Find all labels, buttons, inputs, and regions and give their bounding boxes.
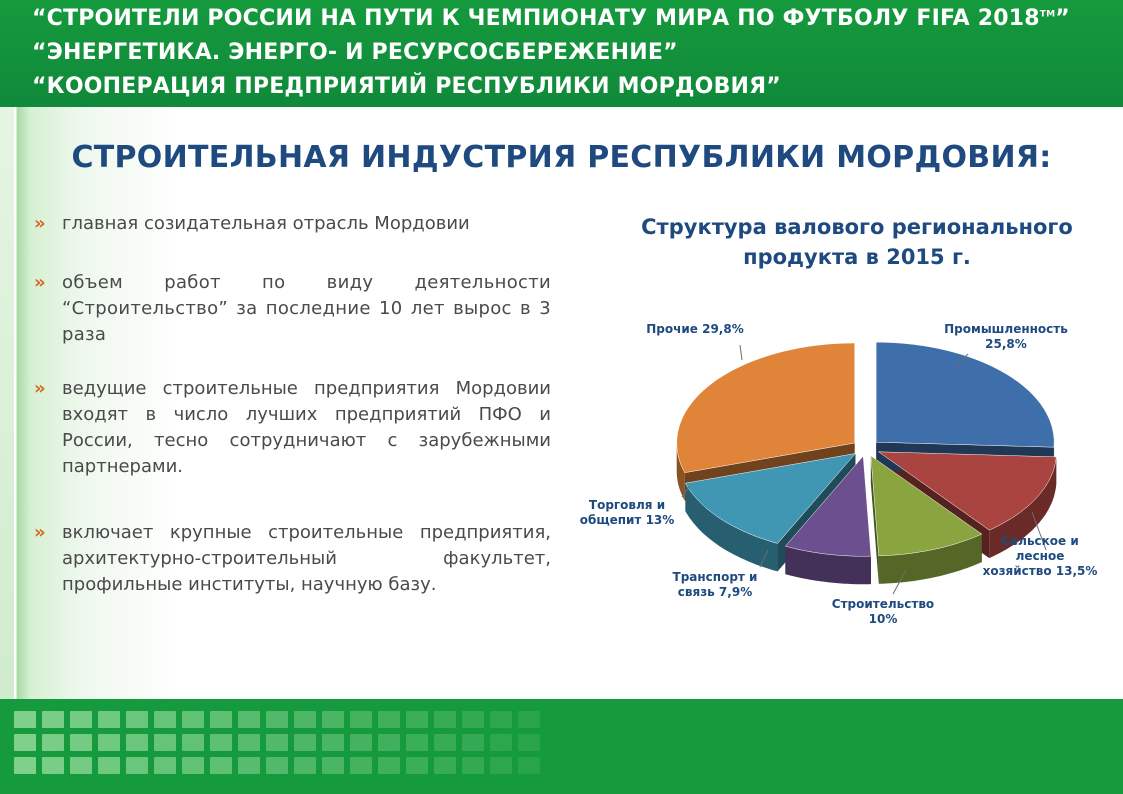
pie-label-transport: Транспорт и связь 7,9%: [672, 570, 758, 599]
footer-tile: [406, 711, 428, 728]
footer-tile: [322, 757, 344, 774]
footer-tile: [406, 757, 428, 774]
header-line-3: “КООПЕРАЦИЯ ПРЕДПРИЯТИЙ РЕСПУБЛИКИ МОРДОВИЯ”: [32, 74, 781, 99]
bullet-marker-icon: »: [34, 378, 46, 399]
footer-tile: [210, 757, 232, 774]
footer-tile: [406, 734, 428, 751]
footer-tile: [42, 711, 64, 728]
footer-tile: [238, 734, 260, 751]
footer-tile: [434, 734, 456, 751]
bullet-text: главная созидательная отрасль Мордовии: [62, 213, 470, 234]
footer-tile: [154, 711, 176, 728]
pie-label-industry: Промышленность 25,8%: [944, 322, 1068, 351]
footer-tile: [350, 757, 372, 774]
footer-tile: [182, 711, 204, 728]
footer-tile: [518, 734, 540, 751]
bullet-marker-icon: »: [34, 522, 46, 543]
footer-tile: [434, 711, 456, 728]
footer-tile: [42, 757, 64, 774]
footer-tile: [490, 757, 512, 774]
footer-tile: [434, 757, 456, 774]
footer-tile: [42, 734, 64, 751]
footer-tile: [126, 734, 148, 751]
footer-tile: [462, 757, 484, 774]
footer-tile: [98, 734, 120, 751]
bullet-text: включает крупные строительные предприятия, архитектурно-строительный факультет, профильные институты, научную базу.: [62, 522, 551, 595]
header-line-2: “ЭНЕРГЕТИКА. ЭНЕРГО- И РЕСУРСОСБЕРЕЖЕНИЕ”: [32, 40, 678, 65]
trademark: TM: [1039, 9, 1056, 20]
pie-label-trade: Торговля и общепит 13%: [579, 498, 675, 527]
chart-title-line: Структура валового регионального: [641, 215, 1073, 239]
pie-label-agriculture: Сельское и лесное хозяйство 13,5%: [982, 534, 1098, 578]
pie-label-other: Прочие 29,8%: [646, 322, 744, 336]
footer-tile: [238, 711, 260, 728]
footer-tile: [490, 734, 512, 751]
footer-tile: [70, 711, 92, 728]
pie-slice-0: [876, 342, 1054, 447]
bullet-marker-icon: »: [34, 272, 46, 293]
main-title: СТРОИТЕЛЬНАЯ ИНДУСТРИЯ РЕСПУБЛИКИ МОРДОВИЯ:: [71, 140, 1052, 175]
footer-tile: [266, 757, 288, 774]
footer-tile: [210, 734, 232, 751]
header-line-1: “СТРОИТЕЛИ РОССИИ НА ПУТИ К ЧЕМПИОНАТУ МИРА ПО ФУТБОЛУ FIFA 2018™”: [32, 6, 1070, 31]
footer-tile: [154, 734, 176, 751]
bullet-marker-icon: »: [34, 213, 46, 234]
footer-tile: [322, 734, 344, 751]
footer-tile: [14, 734, 36, 751]
chart-title-line: продукта в 2015 г.: [743, 245, 971, 269]
footer-tile: [490, 711, 512, 728]
footer-tile: [378, 734, 400, 751]
footer-tile: [518, 757, 540, 774]
footer-tile: [294, 711, 316, 728]
footer-tile: [238, 757, 260, 774]
footer-tile: [182, 757, 204, 774]
footer-tile: [378, 711, 400, 728]
pie-label-construction: Строительство 10%: [831, 597, 935, 626]
leader-line: [740, 345, 742, 360]
footer-tile: [266, 734, 288, 751]
footer-tile: [294, 757, 316, 774]
footer-tile: [182, 734, 204, 751]
footer-tile: [154, 757, 176, 774]
footer-tile: [14, 757, 36, 774]
footer-tile: [294, 734, 316, 751]
footer-tile: [350, 711, 372, 728]
footer-tile: [14, 711, 36, 728]
bullet-text: объем работ по виду деятельности “Строительство” за последние 10 лет вырос в 3 раза: [62, 272, 551, 345]
footer-tile: [98, 757, 120, 774]
footer-tile: [210, 711, 232, 728]
footer-tile: [266, 711, 288, 728]
footer-tile: [98, 711, 120, 728]
footer-tile: [350, 734, 372, 751]
footer-tile: [70, 734, 92, 751]
footer-tile: [126, 711, 148, 728]
bullet-text: ведущие строительные предприятия Мордовии входят в число лучших предприятий ПФО и России, тесно сотрудничают с зарубежными партнерами.: [62, 378, 551, 477]
footer-tile: [126, 757, 148, 774]
footer-tile: [322, 711, 344, 728]
footer-tile: [70, 757, 92, 774]
footer-tile: [378, 757, 400, 774]
footer-tile: [518, 711, 540, 728]
footer-tile: [462, 734, 484, 751]
footer-tile: [462, 711, 484, 728]
